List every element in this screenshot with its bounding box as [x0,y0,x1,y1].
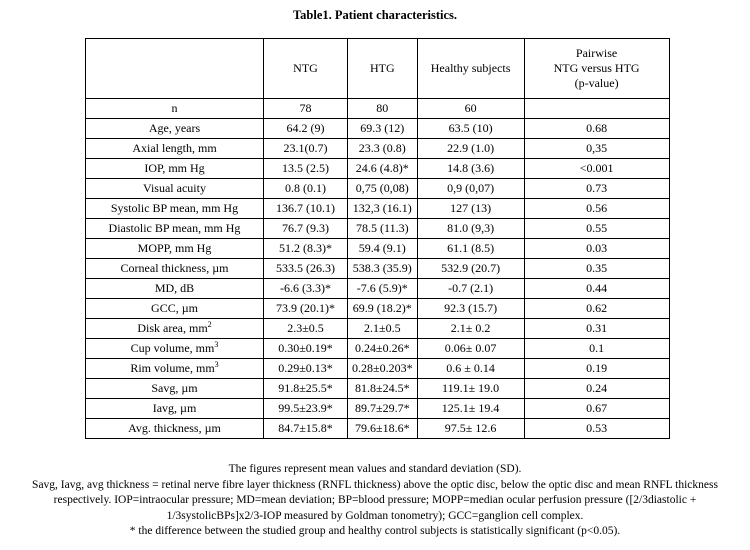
table-cell [264,119,348,139]
table-cell [264,419,348,439]
table-cell [417,379,524,399]
unit-superscript: 3 [214,360,219,369]
row-label: Age, years [148,121,201,135]
row-label-cell [86,299,264,319]
table-cell [417,299,524,319]
cell-value: 0.8 (0.1) [285,181,326,195]
cell-value: 119.1± 19.0 [442,381,500,395]
cell-value: 99.5±23.9* [278,401,333,415]
table-cell [524,399,669,419]
cell-value: 532.9 (20.7) [441,261,501,275]
cell-value: 538.3 (35.9) [352,261,412,275]
table-cell [348,299,418,319]
cell-value: 0.56 [586,201,608,215]
table-cell [524,159,669,179]
cell-value: 0.29±0.13* [278,361,333,375]
row-label: Savg, µm [151,381,198,395]
cell-value: 64.2 (9) [286,121,325,135]
cell-value: 0.62 [586,301,608,315]
cell-value: 136.7 (10.1) [276,201,335,215]
table-cell [417,399,524,419]
table-cell [417,219,524,239]
cell-value: 0.44 [586,281,608,295]
header-htg: HTG [348,39,418,99]
row-label-cell [86,179,264,199]
table-cell [264,339,348,359]
table-row [86,299,670,319]
table-cell [264,359,348,379]
header-ntg: NTG [264,39,348,99]
table-cell [264,319,348,339]
table-row [86,259,670,279]
cell-value: 0.55 [586,221,608,235]
row-label: Systolic BP mean, mm Hg [110,201,239,215]
table-row [86,99,670,119]
table-cell [348,359,418,379]
table-cell [264,139,348,159]
table-cell [348,319,418,339]
table-row [86,219,670,239]
cell-value: 24.6 (4.8)* [355,161,409,175]
cell-value: 0.24 [586,381,608,395]
cell-value: 84.7±15.8* [278,421,333,435]
table-cell [524,239,669,259]
table-cell [348,239,418,259]
cell-value: 2.1± 0.2 [450,321,491,335]
table-cell [417,419,524,439]
table-cell [348,219,418,239]
table-cell [524,119,669,139]
table-cell [524,299,669,319]
cell-value: 79.6±18.6* [355,421,410,435]
row-label-cell [86,399,264,419]
row-label: MOPP, mm Hg [137,241,212,255]
cell-value: 0.30±0.19* [278,341,333,355]
cell-value: 92.3 (15.7) [444,301,498,315]
footnote-abbreviations: Savg, Iavg, avg thickness = retinal nerve fibre layer thickness (RNFL thickness) above the optic disc, below the optic disc and mean RNFL thickness respectively. IOP=intraocular pressure; MD=mean deviation; BP=blood pressure; MOPP=median ocular perfusion pressure ([2/3diastolic + 1/3systolicBPs]x2/3-IOP measured by Goldman tonometry); GCC=ganglion cell complex. [32,478,718,522]
header-pairwise-line2: NTG versus HTG [553,61,640,75]
cell-value: 0,75 (0,08) [355,181,409,195]
row-label: Avg. thickness, µm [128,421,221,435]
table-cell [524,339,669,359]
table-cell [348,419,418,439]
table-cell [524,99,669,119]
table-row [86,319,670,339]
table-cell [348,179,418,199]
table-row [86,359,670,379]
table-cell [417,159,524,179]
table-row [86,159,670,179]
cell-value: 91.8±25.5* [278,381,333,395]
cell-value: 23.3 (0.8) [358,141,406,155]
table-title: Table1. Patient characteristics. [292,8,458,22]
row-label: Visual acuity [143,181,206,195]
cell-value: 81.8±24.5* [355,381,410,395]
cell-value: 13.5 (2.5) [282,161,329,175]
row-label-cell [86,339,264,359]
row-label: Cup volume, mm [130,341,215,355]
table-row [86,179,670,199]
cell-value: 0.1 [589,341,605,355]
table-cell [264,399,348,419]
table-cell [348,99,418,119]
table-cell [348,399,418,419]
cell-value: 63.5 (10) [448,121,493,135]
row-label-cell [86,239,264,259]
row-label: Iavg, µm [152,401,197,415]
row-label: GCC, µm [151,301,198,315]
cell-value: 0.53 [586,421,608,435]
table-body [86,99,670,439]
table-cell [264,299,348,319]
cell-value: -7.6 (5.9)* [356,281,408,295]
cell-value: 0.35 [586,261,608,275]
row-label-cell [86,279,264,299]
table-cell [348,279,418,299]
table-cell [524,319,669,339]
table-cell [348,139,418,159]
row-label-cell [86,119,264,139]
cell-value: 69.3 (12) [360,121,405,135]
unit-superscript: 3 [214,340,219,349]
row-label-cell [86,219,264,239]
cell-value: 0.68 [586,121,608,135]
table-row [86,379,670,399]
cell-value: 61.1 (8.5) [447,241,495,255]
table-row [86,119,670,139]
table-cell [417,359,524,379]
cell-value: <0.001 [579,161,614,175]
table-row [86,139,670,159]
table-cell [264,219,348,239]
cell-value: -6.6 (3.3)* [280,281,331,295]
cell-value: 127 (13) [450,201,492,215]
row-label: Axial length, mm [132,141,217,155]
table-cell [524,279,669,299]
cell-value: -0.7 (2.1) [448,281,494,295]
table-cell [264,99,348,119]
cell-value: 51.2 (8.3)* [279,241,332,255]
cell-value: 81.0 (9,3) [447,221,495,235]
table-row [86,199,670,219]
table-cell [264,239,348,259]
table-row [86,279,670,299]
cell-value: 78.5 (11.3) [356,221,409,235]
table-footnotes [10,462,740,540]
row-label-cell [86,159,264,179]
table-cell [264,279,348,299]
table-cell [524,139,669,159]
cell-value: 533.5 (26.3) [276,261,335,275]
header-cell-empty [86,39,264,99]
cell-value: 0.73 [586,181,608,195]
table-cell [348,119,418,139]
table-cell [417,99,524,119]
cell-value: 2.1±0.5 [364,321,401,335]
cell-value: 125.1± 19.4 [441,401,500,415]
table-cell [524,259,669,279]
cell-value: 0.28±0.203* [352,361,413,375]
row-label: n [171,101,178,115]
table-cell [417,119,524,139]
table-cell [417,239,524,259]
table-cell [417,139,524,159]
table-cell [417,199,524,219]
table-row [86,399,670,419]
cell-value: 14.8 (3.6) [447,161,495,175]
cell-value: 78 [299,101,312,115]
footnote-significance: * the difference between the studied group and healthy control subjects is statistically significant (p<0.05). [129,525,621,537]
cell-value: 89.7±29.7* [355,401,410,415]
table-row [86,419,670,439]
cell-value: 97.5± 12.6 [444,421,497,435]
row-label-cell [86,259,264,279]
row-label-cell [86,99,264,119]
row-label: Diastolic BP mean, mm Hg [108,221,241,235]
table-cell [524,179,669,199]
table-cell [524,219,669,239]
row-label-cell [86,319,264,339]
cell-value: 0,35 [586,141,608,155]
cell-value: 0.67 [586,401,608,415]
table-cell [264,259,348,279]
header-row [86,39,670,99]
table-cell [417,319,524,339]
table-cell [264,199,348,219]
table-cell [524,379,669,399]
row-label-cell [86,379,264,399]
table-cell [264,159,348,179]
row-label-cell [86,359,264,379]
cell-value: 0.6 ± 0.14 [446,361,495,375]
cell-value: 23.1(0.7) [283,141,328,155]
cell-value: 59.4 (9.1) [358,241,406,255]
patient-characteristics-table [85,38,670,439]
footnote-mean-sd: The figures represent mean values and standard deviation (SD). [228,463,522,475]
table-row [86,339,670,359]
table-cell [417,339,524,359]
cell-value: 0.31 [586,321,608,335]
table-cell [348,199,418,219]
cell-value: 80 [376,101,389,115]
row-label: MD, dB [154,281,195,295]
table-cell [417,259,524,279]
table-cell [524,359,669,379]
table-cell [264,379,348,399]
cell-value: 0.19 [586,361,608,375]
table-cell [348,379,418,399]
cell-value: 0.06± 0.07 [444,341,497,355]
table-cell [524,419,669,439]
row-label: IOP, mm Hg [144,161,205,175]
row-label: Rim volume, mm [130,361,215,375]
header-healthy: Healthy subjects [417,39,524,99]
row-label-cell [86,139,264,159]
cell-value: 76.7 (9.3) [282,221,329,235]
table-cell [348,339,418,359]
cell-value: 0,9 (0,07) [447,181,495,195]
cell-value: 0.03 [586,241,608,255]
header-pairwise-line1: Pairwise [575,46,618,60]
table-row [86,239,670,259]
cell-value: 22.9 (1.0) [447,141,495,155]
row-label-cell [86,199,264,219]
table-cell [348,159,418,179]
header-pairwise [524,39,669,99]
cell-value: 0.24±0.26* [355,341,410,355]
unit-superscript: 2 [207,320,212,329]
table-cell [417,279,524,299]
cell-value: 60 [464,101,477,115]
row-label-cell [86,419,264,439]
cell-value: 69.9 (18.2)* [352,301,412,315]
cell-value: 132,3 (16.1) [352,201,412,215]
cell-value: 73.9 (20.1)* [276,301,335,315]
row-label: Disk area, mm [137,321,208,335]
table-cell [417,179,524,199]
table-cell [264,179,348,199]
cell-value: 2.3±0.5 [287,321,324,335]
header-pairwise-line3: (p-value) [574,76,619,90]
table-cell [348,259,418,279]
table-cell [524,199,669,219]
row-label: Corneal thickness, µm [120,261,229,275]
